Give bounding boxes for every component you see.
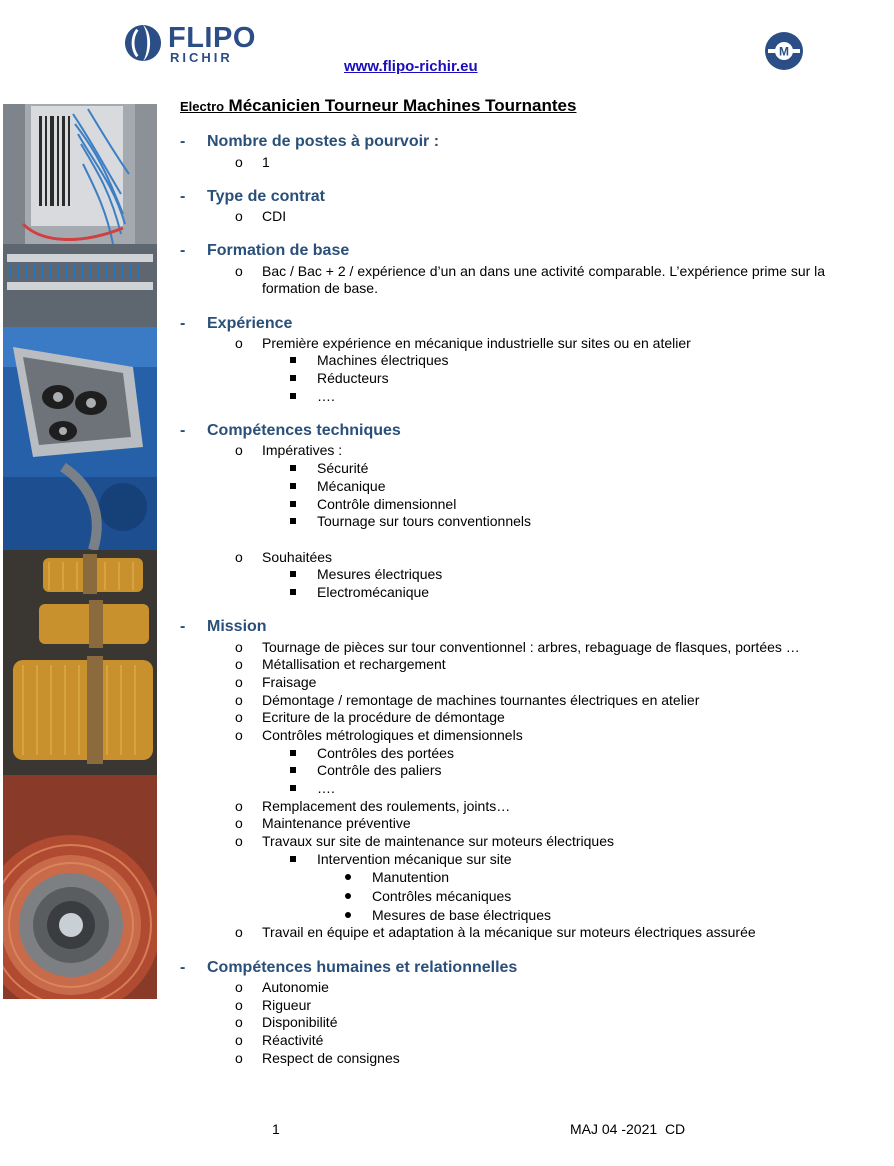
page-number: 1 (272, 1121, 280, 1137)
section-heading-postes: - Nombre de postes à pourvoir : (180, 133, 440, 150)
motor-badge-icon (764, 31, 804, 71)
section-heading-formation: - Formation de base (180, 242, 350, 259)
section-heading-competences-humaines: - Compétences humaines et relationnelles (180, 959, 518, 976)
copper-coils-image (3, 550, 157, 775)
logo-text-flipo: FLIPO (168, 22, 256, 54)
list-item: o Bac / Bac + 2 / expérience d’un an dans une activité comparable. L’expérience prime sur la formation de base. (235, 263, 826, 296)
logo-text-richir: RICHIR (170, 50, 233, 65)
company-logo (124, 22, 264, 66)
stator-winding-image (3, 775, 157, 999)
section-heading-competences-techniques: - Compétences techniques (180, 422, 401, 439)
section-heading-mission: - Mission (180, 618, 267, 635)
electrical-cabinet-image (3, 104, 157, 327)
flipo-logo-icon (124, 24, 162, 62)
badge-letter: M (779, 44, 789, 59)
website-link[interactable]: www.flipo-richir.eu (344, 58, 478, 75)
section-heading-experience: - Expérience (180, 315, 293, 332)
job-title-main: Mécanicien Tourneur Machines Tournantes (228, 96, 577, 115)
revision-label: MAJ 04 -2021 CD (570, 1121, 686, 1137)
photo-strip (3, 104, 157, 999)
job-title (180, 96, 576, 116)
motor-terminal-image (3, 327, 157, 550)
section-heading-contrat: - Type de contrat (180, 188, 325, 205)
job-title-prefix: Electro (180, 99, 225, 114)
